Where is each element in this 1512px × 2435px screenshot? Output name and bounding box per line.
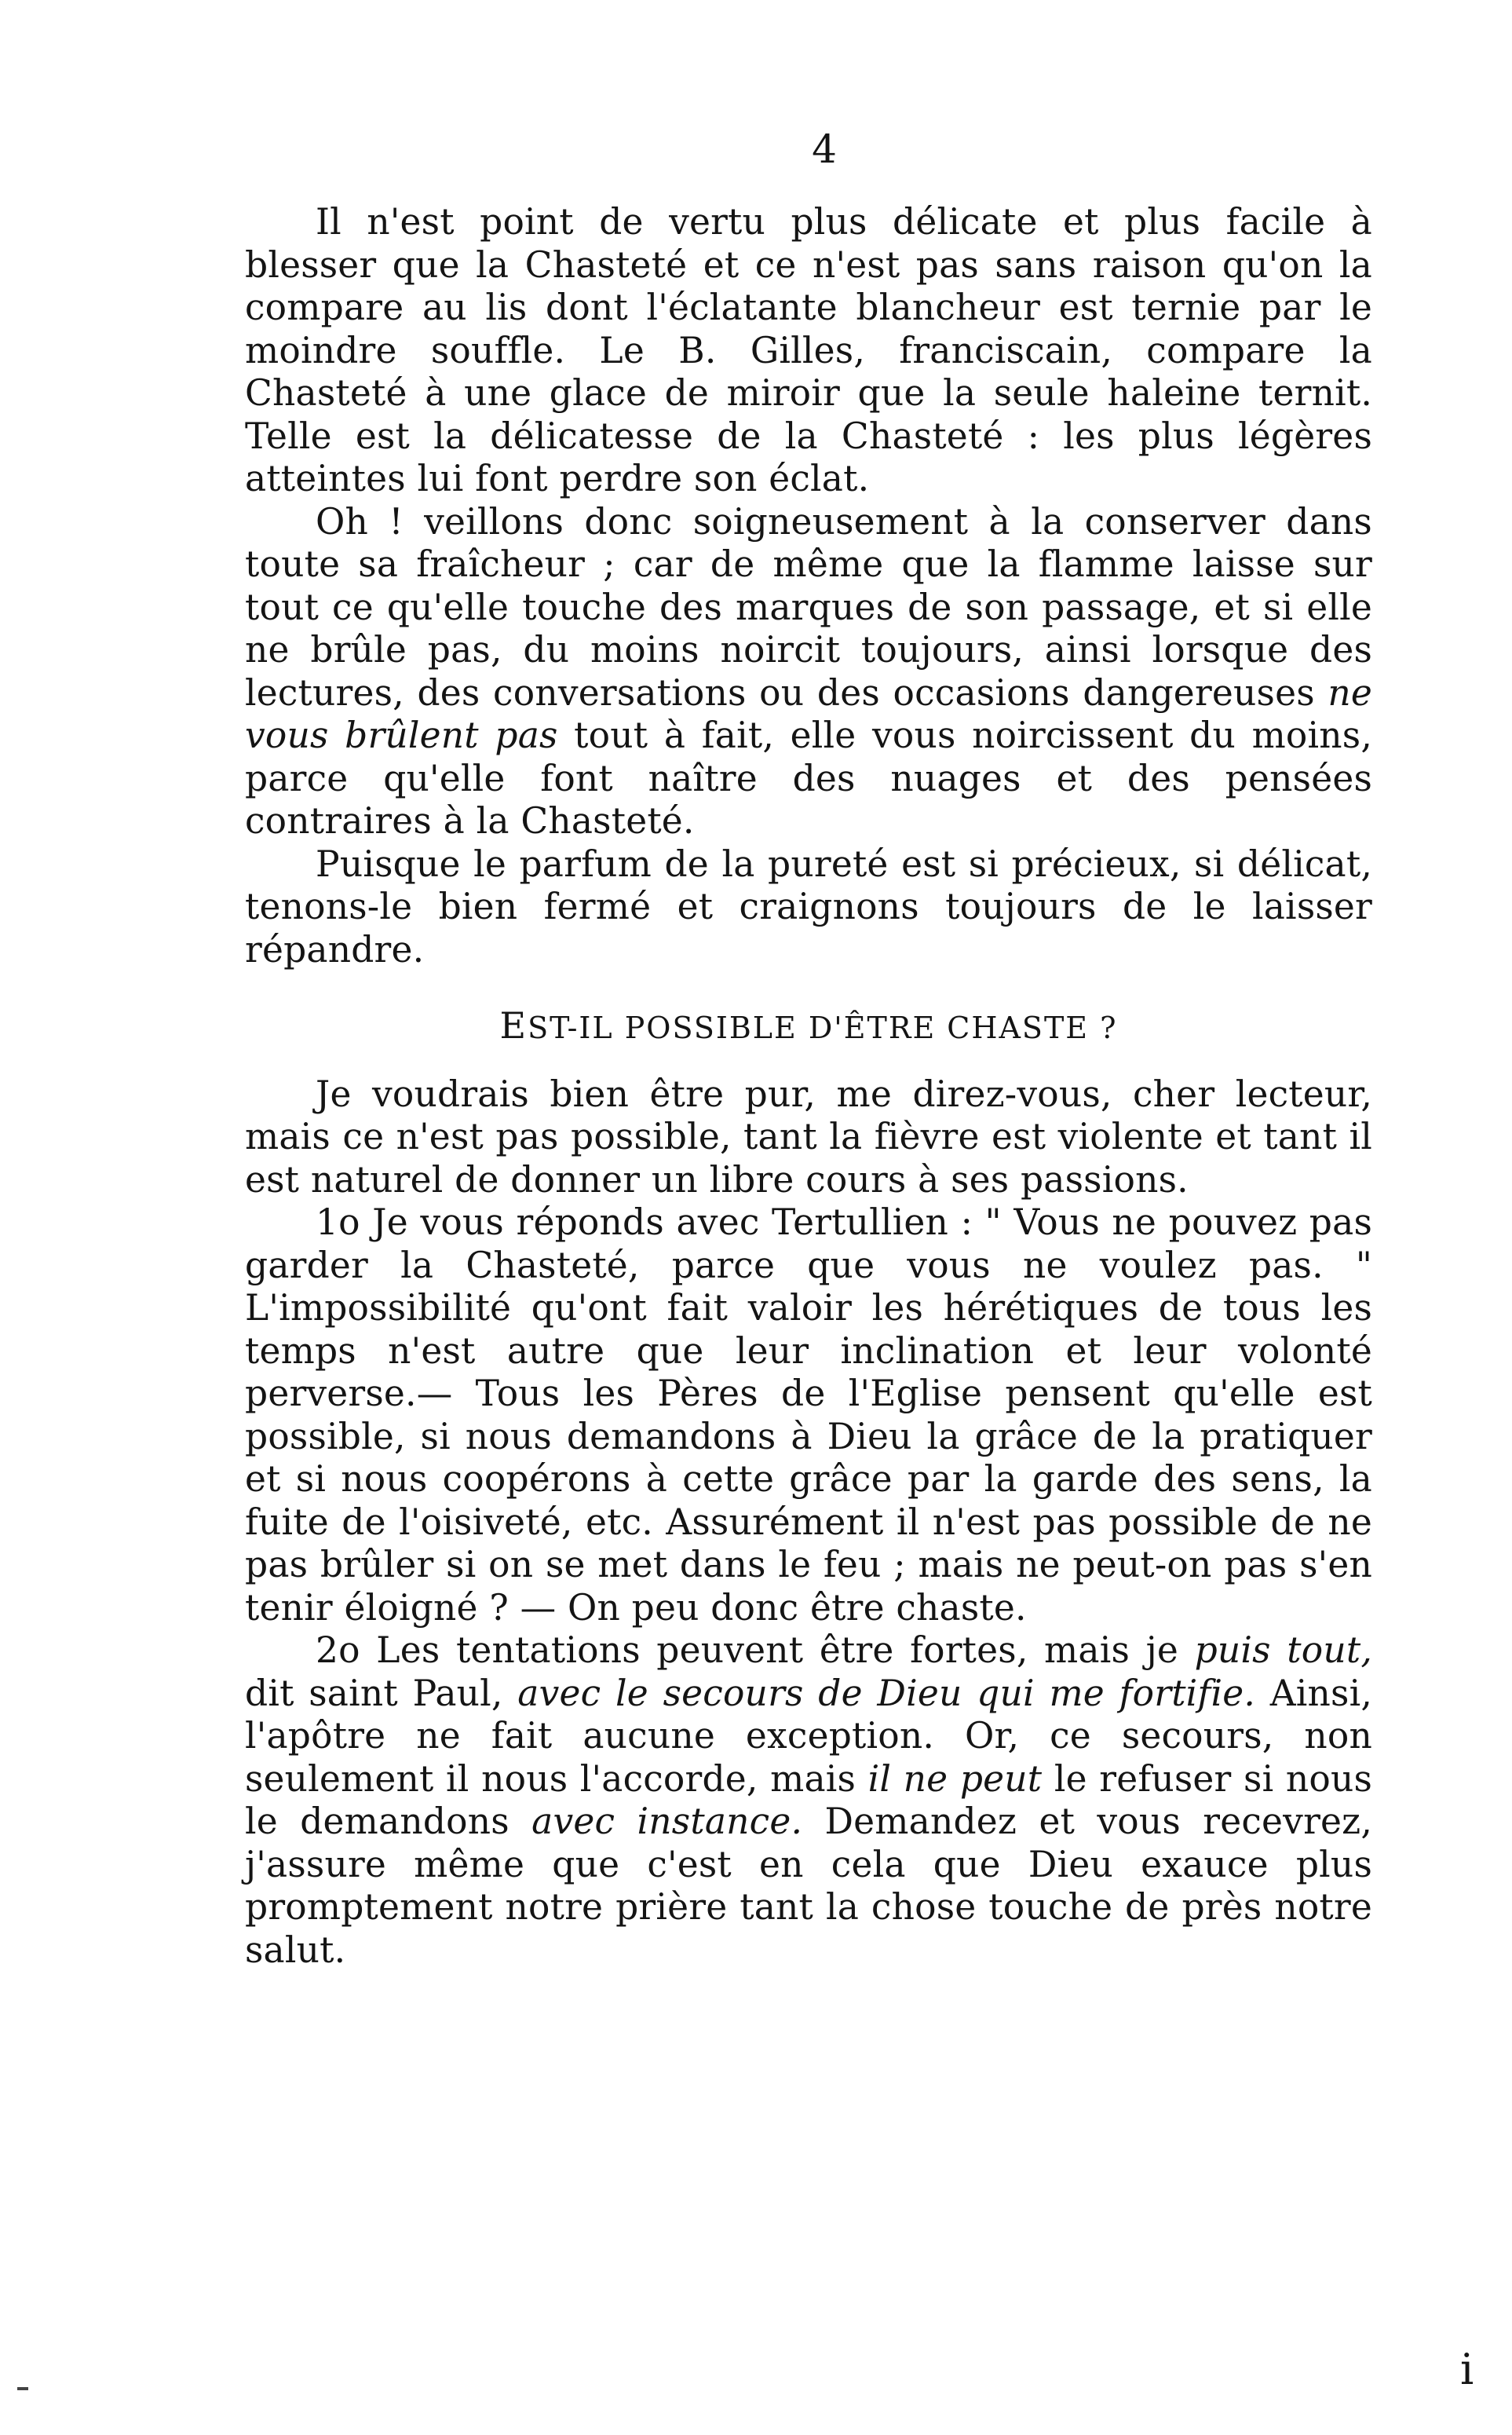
paragraph-text: dit saint Paul, (245, 1672, 518, 1714)
italic-text: avec le secours de Dieu qui me fortifie. (517, 1672, 1256, 1714)
paragraph-text: le refuser si nous le demandons (245, 1757, 1373, 1842)
paragraph-text: tout à fait, elle vous noircissent du moins, parce qu'elle font naître des nuages et des pensées contraires à la Chasteté. (245, 715, 1372, 842)
paragraph-text: Demandez et vous recevrez, j'assure même que c'est en cela que Dieu exauce plus promptement notre prière tant la chose touche de près notre salut. (245, 1801, 1372, 1971)
section-heading (245, 1004, 1372, 1050)
paragraph (245, 1629, 1372, 1972)
paragraph (245, 501, 1372, 843)
italic-text: il ne peut (867, 1757, 1043, 1800)
italic-text: ne vous brûlent pas (245, 671, 1372, 756)
page-body (245, 201, 1372, 1972)
paragraph-text: Oh ! veillons donc soigneusement à la conserver dans toute sa fraîcheur ; car de même que la flamme laisse sur tout ce qu'elle touche des marques de son passage, et si elle ne brûle pas, du moins noircit toujours, ainsi lorsque des lectures, des conversations ou des occasions dangereuses (245, 500, 1372, 714)
page-number: 4 (812, 126, 837, 172)
margin-dash (17, 2387, 28, 2390)
paragraph-text: Il n'est point de vertu plus délicate et plus facile à blesser que la Chasteté et ce n'est pas sans raison qu'on la compare au lis dont l'éclatante blancheur est ternie par le moindre souffle. Le B. Gilles, franciscain, compare la Chasteté à une glace de miroir que la seule haleine ternit. Telle est la délicatesse de la Chasteté : les plus légères atteintes lui font perdre son éclat. (245, 201, 1372, 499)
heading-initial: E (499, 1004, 528, 1047)
paragraph (245, 843, 1372, 972)
paragraph-text: Ainsi, l'apôtre ne fait aucune exception. Or, ce secours, non seulement il nous l'accorde, mais (245, 1672, 1373, 1800)
paragraph-text: 1o Je vous réponds avec Tertullien : " Vous ne pouvez pas garder la Chasteté, parce que vous ne voulez pas. " L'impossibilité qu'ont fait valoir les hérétiques de tous les temps n'est autre que leur inclination et leur volonté perverse.— Tous les Pères de l'Eglise pensent qu'elle est possible, si nous demandons à Dieu la grâce de la pratiquer et si nous coopérons à cette grâce par la garde des sens, la fuite de l'oisiveté, etc. Assurément il n'est pas possible de ne pas brûler si on se met dans le feu ; mais ne peut-on pas s'en tenir éloigné ? — On peu donc être chaste. (245, 1201, 1372, 1629)
paragraph-text: Puisque le parfum de la pureté est si précieux, si délicat, tenons-le bien fermé et craignons toujours de le laisser répandre. (245, 843, 1372, 971)
paragraph (245, 201, 1372, 501)
corner-mark: i (1460, 2345, 1474, 2394)
italic-text: avec instance. (531, 1801, 803, 1842)
paragraph (245, 1073, 1372, 1202)
paragraphs-before-heading (245, 201, 1372, 971)
paragraph-text: 2o Les tentations peuvent être fortes, mais je (316, 1629, 1195, 1671)
heading-text: ST-IL POSSIBLE D'ÊTRE CHASTE ? (528, 1011, 1118, 1045)
paragraphs-after-heading (245, 1073, 1372, 1972)
paragraph (245, 1201, 1372, 1629)
italic-text: puis tout, (1194, 1629, 1372, 1671)
paragraph-text: Je voudrais bien être pur, me direz-vous, cher lecteur, mais ce n'est pas possible, tant la fièvre est violente et tant il est naturel de donner un libre cours à ses passions. (245, 1073, 1372, 1201)
